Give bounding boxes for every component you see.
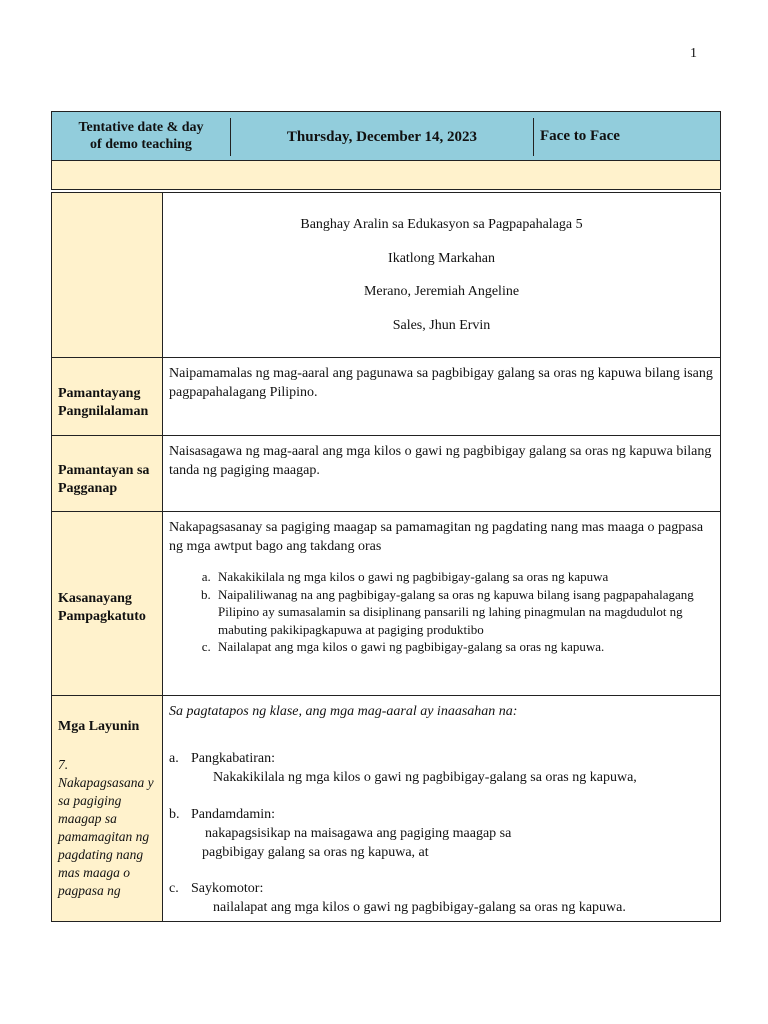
performance-standard-row: [51, 435, 721, 512]
objectives-label-cell: [52, 696, 163, 921]
objective-domain: Saykomotor:: [191, 881, 264, 896]
learning-competency-row: [51, 511, 721, 696]
learning-competency-label: [52, 512, 163, 695]
demo-date-header: [51, 111, 721, 161]
competency-list: [169, 568, 714, 656]
objectives-content: [163, 696, 720, 921]
content-standard-label-1: Pamantayang: [58, 385, 141, 401]
date-label-line1: Tentative date & day: [78, 120, 204, 135]
learning-competency-label-2: Pampagkatuto: [58, 608, 146, 624]
title-label-cell: [52, 193, 163, 357]
list-item: a. Nakakikilala ng mga kilos o gawi ng pagbibigay-galang sa oras ng kapuwa: [214, 568, 714, 586]
learning-competency-intro: Nakapagsasanay sa pagiging maagap sa pamamagitan ng pagdating nang mas maaga o pagpasa ng mga awtput bago ang takdang oras: [169, 520, 704, 554]
objective-affective: [169, 805, 714, 862]
spacer-band: [51, 160, 721, 190]
objective-letter: c.: [169, 881, 179, 896]
author-2: Sales, Jhun Ervin: [392, 317, 491, 333]
title-block: [51, 192, 721, 358]
title-content: [163, 193, 720, 357]
learning-competency-content: [163, 512, 720, 695]
author-1: Merano, Jeremiah Angeline: [363, 284, 520, 299]
objective-domain: Pandamdamin:: [191, 807, 275, 822]
demo-date: Thursday, December 14, 2023: [230, 118, 534, 156]
date-label-cell: [52, 112, 230, 160]
date-label-line2: of demo teaching: [90, 137, 192, 152]
performance-standard-text: Naisasagawa ng mag-aaral ang mga kilos o gawi ng pagbibigay galang sa oras ng kapuwa bilang tanda ng pagiging maagap.: [169, 444, 712, 478]
objective-domain: Pangkabatiran:: [191, 751, 275, 766]
page-number: 1: [690, 46, 697, 61]
objective-psychomotor: [169, 879, 714, 917]
lesson-subject: Banghay Aralin sa Edukasyon sa Pagpapahalaga 5: [300, 217, 583, 232]
content-standard-row: [51, 357, 721, 436]
lesson-quarter: Ikatlong Markahan: [388, 250, 495, 266]
objective-letter: b.: [169, 807, 180, 822]
objective-text: nailalapat ang mga kilos o gawi ng pagbibigay-galang sa oras ng kapuwa.: [213, 900, 626, 915]
content-standard-label: [52, 358, 163, 435]
content-standard-text: Naipamamalas ng mag-aaral ang pagunawa sa pagbibigay galang sa oras ng kapuwa bilang isang pagpapahalagang Pilipino.: [169, 366, 713, 400]
teaching-mode: Face to Face: [540, 127, 620, 144]
objectives-intro: Sa pagtatapos ng klase, ang mga mag-aaral ay inaasahan na:: [169, 704, 518, 719]
learning-competency-label-1: Kasanayang: [58, 590, 132, 606]
objective-letter: a.: [169, 751, 179, 766]
performance-standard-label-2: Pagganap: [58, 480, 118, 496]
objective-text: nakapagsisikap na maisagawa ang pagiging maagap sa: [205, 826, 512, 841]
content-standard-label-2: Pangnilalaman: [58, 403, 149, 419]
list-item: b. Naipaliliwanag na ang pagbibigay-galang sa oras ng kapuwa bilang isang pagpapahalagang Pilipino ay sumasalamin sa disiplinang pansarili ng lahing pinagmulan na magdudulot ng mabuting pakikipagkapuwa at pagiging produktibo: [214, 586, 714, 639]
objectives-row: [51, 695, 721, 922]
performance-standard-label: [52, 436, 163, 511]
objective-text: Nakakikilala ng mga kilos o gawi ng pagbibigay-galang sa oras ng kapuwa,: [213, 770, 637, 785]
objectives-label-italic: 7. Nakapagsasana y sa pagiging maagap sa pamamagitan ng pagdating nang mas maaga o pagpasa ng: [58, 757, 154, 898]
objective-cognitive: [169, 749, 714, 787]
list-item: c. Nailalapat ang mga kilos o gawi ng pagbibigay-galang sa oras ng kapuwa.: [214, 638, 714, 656]
objectives-label: Mga Layunin: [58, 719, 140, 734]
objective-text-2: pagbibigay galang sa oras ng kapuwa, at: [202, 845, 429, 860]
performance-standard-label-1: Pamantayan sa: [58, 462, 150, 478]
